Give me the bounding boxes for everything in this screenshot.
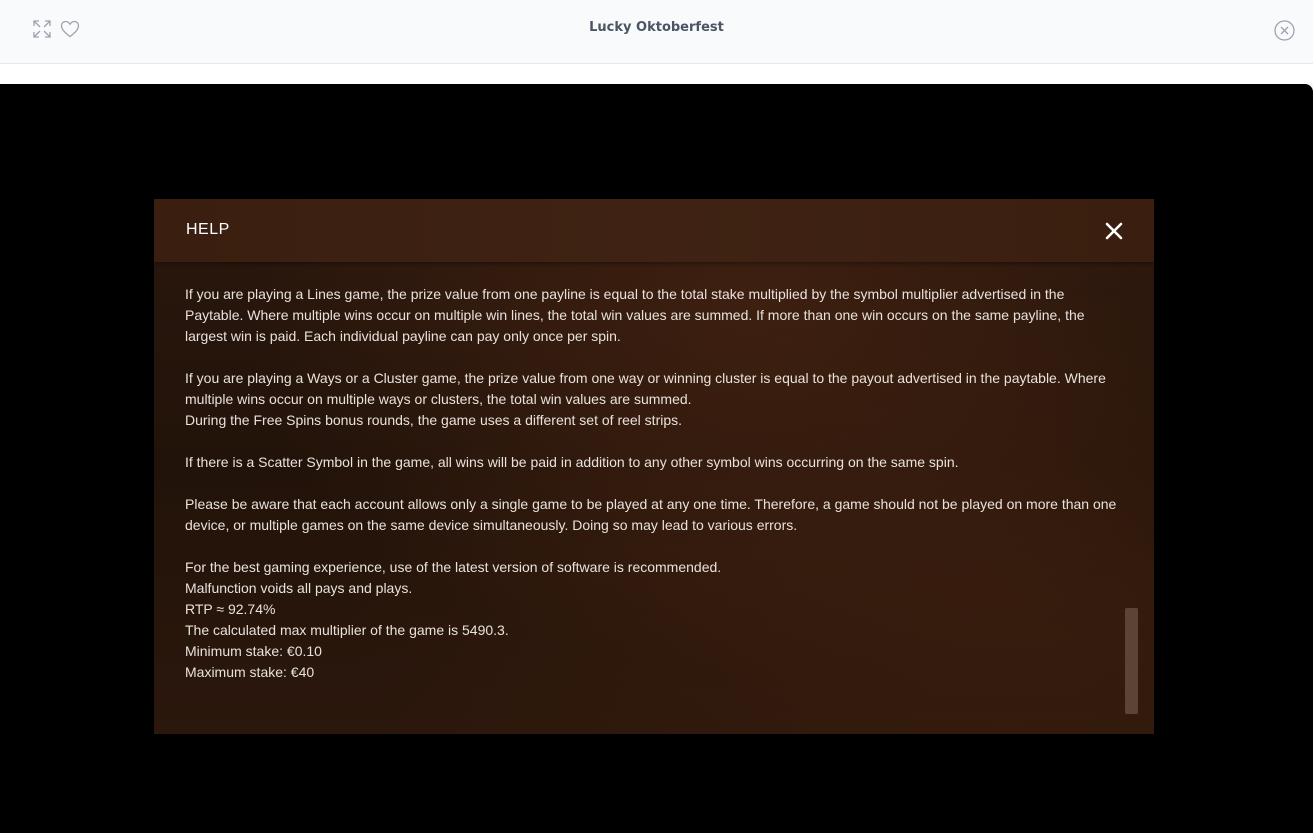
help-ways-text: If you are playing a Ways or a Cluster game, the prize value from one way or winning cluster is equal to the payout advertised in the paytable. Where multiple wins occur on multiple ways or clusters, the total win values are summed. bbox=[185, 370, 1106, 407]
help-min-stake-text: Minimum stake: €0.10 bbox=[185, 643, 322, 659]
game-viewport bbox=[0, 84, 1313, 833]
help-free-spins-text: During the Free Spins bonus rounds, the game uses a different set of reel strips. bbox=[185, 412, 683, 428]
help-software-text: For the best gaming experience, use of the latest version of software is recommended. bbox=[185, 559, 722, 575]
help-paragraph-info bbox=[185, 557, 1120, 683]
help-scrollbar[interactable] bbox=[1125, 608, 1138, 714]
help-modal bbox=[154, 199, 1154, 734]
close-x-icon[interactable] bbox=[1102, 219, 1126, 243]
help-paragraph-scatter: If there is a Scatter Symbol in the game, all wins will be paid in addition to any other symbol wins occurring on the same spin. bbox=[185, 454, 959, 470]
help-max-multiplier-text: The calculated max multiplier of the game is 5490.3. bbox=[185, 622, 509, 638]
help-paragraph-single-game: Please be aware that each account allows only a single game to be played at any one time. Therefore, a game should not be played on more than one device, or multiple games on the same device simultaneously. Doing so may lead to various errors. bbox=[185, 496, 1117, 533]
help-scroll-content bbox=[185, 242, 1120, 704]
top-bar bbox=[0, 0, 1313, 64]
top-spacer bbox=[0, 64, 1313, 84]
help-max-stake-text: Maximum stake: €40 bbox=[185, 664, 315, 680]
help-paragraph-lines: If you are playing a Lines game, the prize value from one payline is equal to the total stake multiplied by the symbol multiplier advertised in the Paytable. Where multiple wins occur on multiple win lines, the total win values are summed. If more than one win occurs on the same payline, the largest win is paid. Each individual payline can pay only once per spin. bbox=[185, 286, 1085, 344]
help-header bbox=[154, 199, 1154, 262]
help-rtp-text: RTP ≈ 92.74% bbox=[185, 601, 276, 617]
help-scrollbar-thumb[interactable] bbox=[1125, 608, 1138, 714]
help-malfunction-text: Malfunction voids all pays and plays. bbox=[185, 580, 413, 596]
help-paragraph-ways bbox=[185, 368, 1120, 431]
help-title: HELP bbox=[186, 221, 230, 238]
help-content[interactable] bbox=[185, 262, 1120, 734]
game-title: Lucky Oktoberfest bbox=[589, 20, 724, 35]
close-circle-icon[interactable] bbox=[1273, 19, 1295, 41]
